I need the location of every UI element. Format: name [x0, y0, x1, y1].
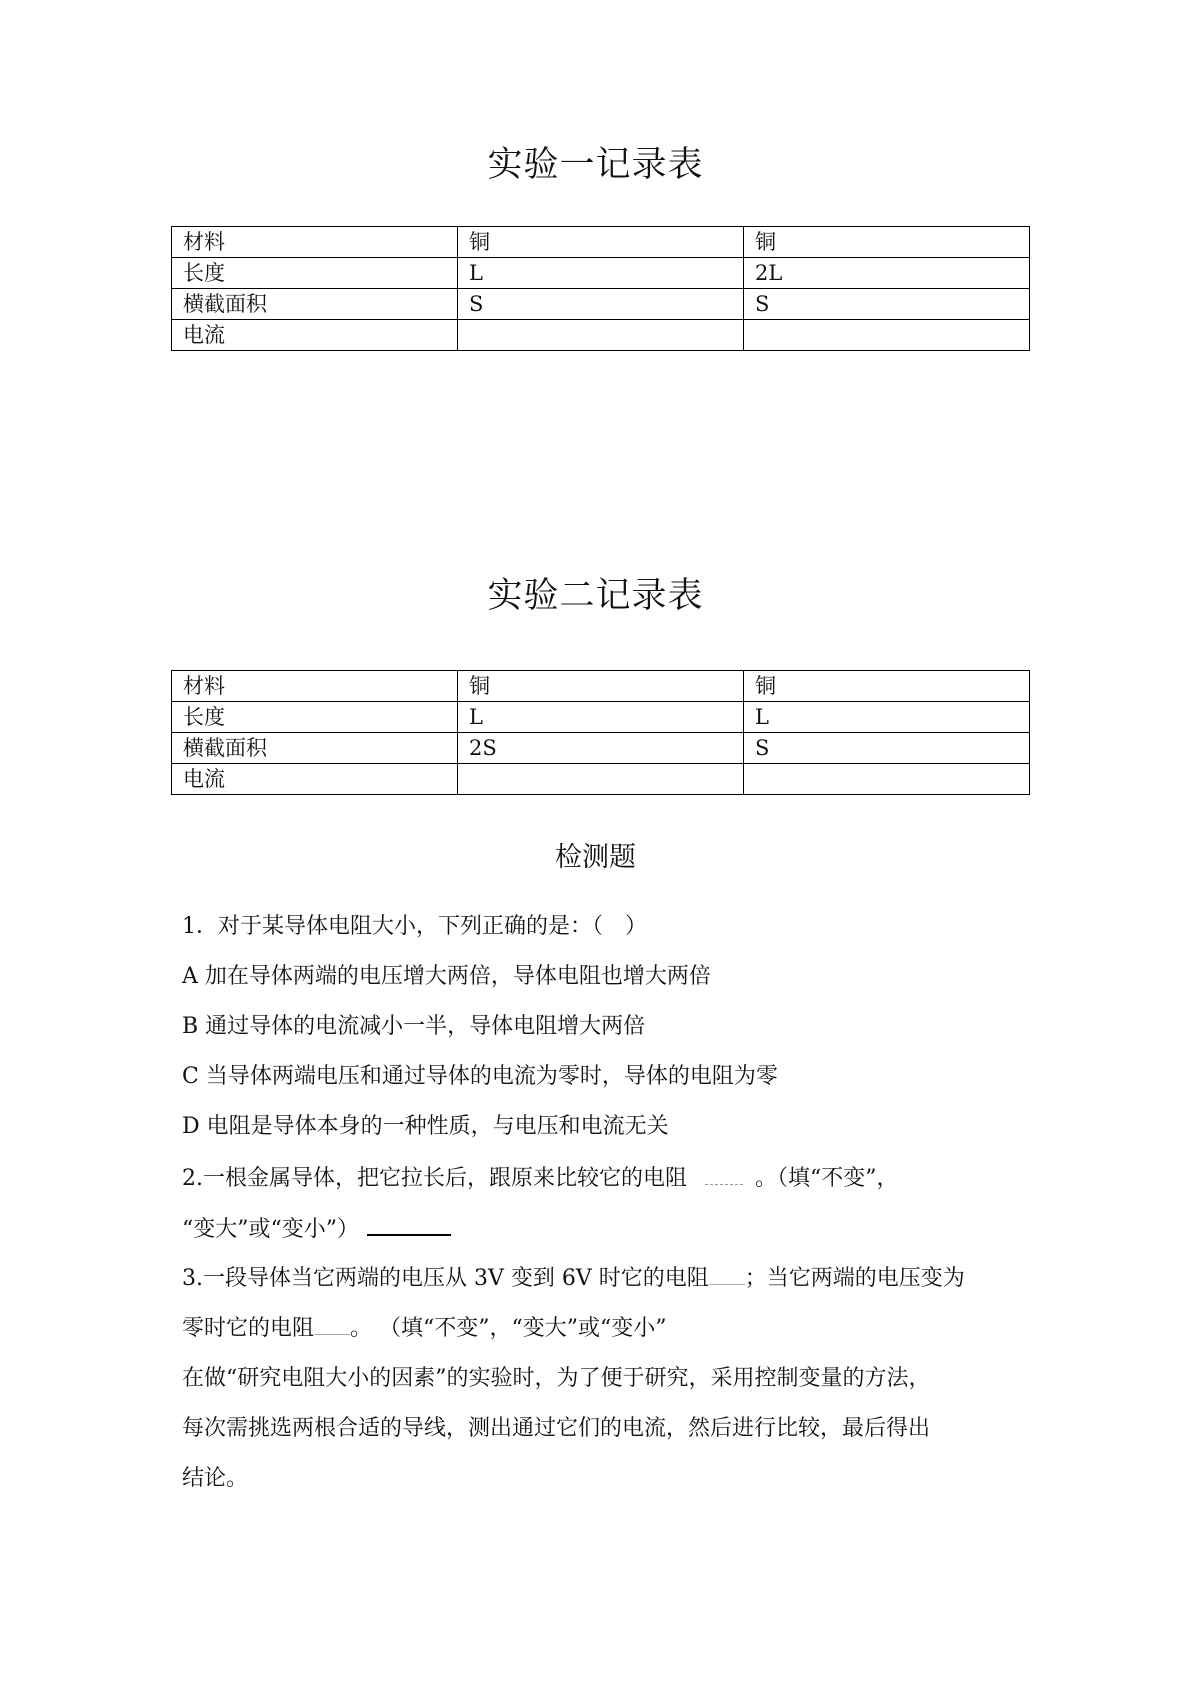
- question-1-option-c: C 当导体两端电压和通过导体的电流为零时，导体的电阻为零: [182, 1064, 778, 1089]
- table-cell: 电流: [172, 764, 458, 795]
- table-row: [172, 320, 1030, 351]
- table-cell: 铜: [458, 671, 744, 702]
- table-row: [172, 289, 1030, 320]
- question-3-text-cont: ；当它两端的电压变为: [744, 1266, 965, 1291]
- paragraph-line: 每次需挑选两根合适的导线，测出通过它们的电流，然后进行比较，最后得出: [182, 1416, 931, 1441]
- table-cell: [744, 320, 1030, 351]
- question-2: [182, 1162, 1042, 1194]
- table2-title: 实验二记录表: [487, 576, 704, 616]
- question-3-line2-text: 零时它的电阻: [182, 1316, 315, 1341]
- table-row: [172, 733, 1030, 764]
- table-cell: L: [458, 258, 744, 289]
- table-row: [172, 702, 1030, 733]
- table-cell: S: [744, 733, 1030, 764]
- table-cell: S: [744, 289, 1030, 320]
- question-3-line-2: [182, 1312, 1042, 1344]
- table-cell: 铜: [744, 671, 1030, 702]
- table-row: [172, 227, 1030, 258]
- table-cell: 铜: [744, 227, 1030, 258]
- table-cell: 2L: [744, 258, 1030, 289]
- experiment2-table: [171, 670, 1030, 795]
- paragraph-line: 结论。: [182, 1466, 249, 1491]
- table-cell: 横截面积: [172, 289, 458, 320]
- table-cell: [458, 764, 744, 795]
- table-row: [172, 258, 1030, 289]
- question-1-option-b: B 通过导体的电流减小一半，导体电阻增大两倍: [182, 1014, 646, 1039]
- table-cell: [744, 764, 1030, 795]
- quiz-title: 检测题: [555, 842, 636, 873]
- table-cell: 材料: [172, 671, 458, 702]
- question-2-text: 2.一根金属导体，把它拉长后，跟原来比较它的电阻: [182, 1166, 687, 1191]
- experiment1-table: [171, 226, 1030, 351]
- table-row: [172, 764, 1030, 795]
- table-cell: L: [458, 702, 744, 733]
- table-cell: [458, 320, 744, 351]
- table-cell: 长度: [172, 258, 458, 289]
- table-row: [172, 671, 1030, 702]
- table-cell: 长度: [172, 702, 458, 733]
- question-1-option-a: A 加在导体两端的电压增大两倍，导体电阻也增大两倍: [182, 964, 711, 989]
- answer-blank[interactable]: [705, 1162, 743, 1185]
- paragraph-line: 在做“研究电阻大小的因素”的实验时，为了便于研究，采用控制变量的方法，: [182, 1366, 931, 1391]
- question-2-options: “变大”或“变小”）: [182, 1217, 359, 1242]
- answer-blank[interactable]: [709, 1262, 745, 1285]
- table-cell: 材料: [172, 227, 458, 258]
- question-3-hint: 。 （填“不变”，“变大”或“变小”: [350, 1316, 667, 1341]
- table-cell: 电流: [172, 320, 458, 351]
- question-3-text: 3.一段导体当它两端的电压从 3V 变到 6V 时它的电阻: [182, 1266, 709, 1291]
- question-3: [182, 1262, 1042, 1294]
- table-cell: 铜: [458, 227, 744, 258]
- question-2-line-2: [182, 1212, 1042, 1245]
- table-cell: L: [744, 702, 1030, 733]
- table1-title: 实验一记录表: [487, 145, 704, 185]
- table-cell: 横截面积: [172, 733, 458, 764]
- table-cell: 2S: [458, 733, 744, 764]
- question-1: 1．对于某导体电阻大小，下列正确的是：（ ）: [182, 914, 647, 939]
- table-cell: S: [458, 289, 744, 320]
- question-2-hint: 。（填“不变”，: [755, 1166, 899, 1191]
- answer-blank[interactable]: [367, 1212, 451, 1236]
- answer-blank[interactable]: [314, 1312, 350, 1335]
- question-1-option-d: D 电阻是导体本身的一种性质，与电压和电流无关: [182, 1114, 669, 1139]
